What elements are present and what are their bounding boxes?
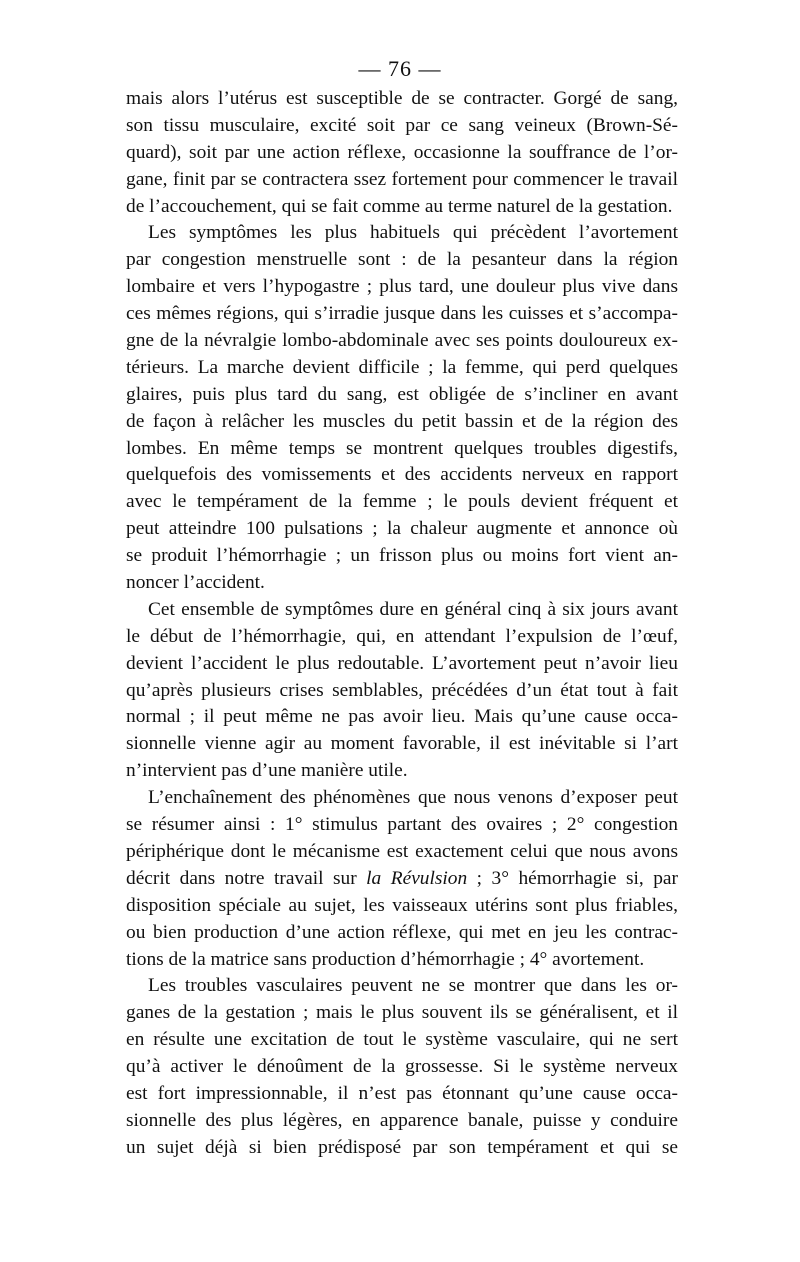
text-line: est fort impressionnable, il n’est pas étonnant qu’une cause occa-: [126, 1082, 678, 1104]
text-line: un sujet déjà si bien prédisposé par son tempérament et qui se: [126, 1136, 678, 1158]
text-line: noncer l’accident.: [126, 572, 265, 594]
text-line: Les troubles vasculaires peuvent ne se montrer que dans les or-: [148, 975, 678, 997]
text-line: disposition spéciale au sujet, les vaisseaux utérins sont plus friables,: [126, 894, 678, 916]
text-line: térieurs. La marche devient difficile ; la femme, qui perd quelques: [126, 356, 678, 378]
text-line: se produit l’hémorrhagie ; un frisson plus ou moins fort vient an-: [126, 545, 678, 567]
text-fragment: ; 3° hémorrhagie si, par: [467, 867, 678, 889]
text-line: Cet ensemble de symptômes dure en général cinq à six jours avant: [148, 598, 678, 620]
text-line: de l’accouchement, qui se fait comme au terme naturel de la gestation.: [126, 195, 673, 217]
text-line: Les symptômes les plus habituels qui précèdent l’avortement: [148, 222, 678, 244]
text-line: tions de la matrice sans production d’hémorrhagie ; 4° avortement.: [126, 948, 645, 970]
text-line-with-title: [126, 866, 678, 893]
text-line: normal ; il peut même ne pas avoir lieu. Mais qu’une cause occa-: [126, 706, 678, 728]
text-line: en résulte une excitation de tout le système vasculaire, qui ne sert: [126, 1029, 678, 1051]
text-line: gne de la névralgie lombo-abdominale avec ses points douloureux ex-: [126, 330, 678, 352]
text-line: qu’à activer le dénoûment de la grossesse. Si le système nerveux: [126, 1056, 678, 1078]
paragraph-5: [126, 973, 678, 1161]
text-line: sionnelle vienne agir au moment favorable, il est inévitable si l’art: [126, 733, 678, 755]
text-line: quelquefois des vomissements et des accidents nerveux en rapport: [126, 464, 678, 486]
work-title: la Révulsion: [366, 867, 468, 889]
text-fragment: décrit dans notre travail sur: [126, 867, 367, 889]
text-line: sionnelle des plus légères, en apparence banale, puisse y conduire: [126, 1109, 678, 1131]
text-line: de façon à relâcher les muscles du petit bassin et de la région des: [126, 410, 678, 432]
page-number: — 76 —: [358, 56, 442, 81]
text-line: ganes de la gestation ; mais le plus souvent ils se généralisent, et il: [126, 1002, 678, 1024]
text-line: le début de l’hémorrhagie, qui, en attendant l’expulsion de l’œuf,: [126, 625, 678, 647]
text-line: ces mêmes régions, qui s’irradie jusque dans les cuisses et s’accompa-: [126, 303, 678, 325]
paragraph-3: [126, 597, 678, 785]
text-line: avec le tempérament de la femme ; le pouls devient fréquent et: [126, 491, 678, 513]
text-line: par congestion menstruelle sont : de la pesanteur dans la région: [126, 249, 678, 271]
text-line: glaires, puis plus tard du sang, est obligée de s’incliner en avant: [126, 383, 678, 405]
text-line: L’enchaînement des phénomènes que nous venons d’exposer peut: [148, 787, 678, 809]
paragraph-2: [126, 220, 678, 596]
text-line: devient l’accident le plus redoutable. L’avortement peut n’avoir lieu: [126, 652, 678, 674]
paragraph-4: [126, 785, 678, 973]
text-line: son tissu musculaire, excité soit par ce sang veineux (Brown-Sé-: [126, 114, 678, 136]
text-line: qu’après plusieurs crises semblables, précédées d’un état tout à fait: [126, 679, 678, 701]
text-line: quard), soit par une action réflexe, occasionne la souffrance de l’or-: [126, 141, 678, 163]
text-line: mais alors l’utérus est susceptible de se contracter. Gorgé de sang,: [126, 88, 678, 109]
text-line: périphérique dont le mécanisme est exactement celui que nous avons: [126, 840, 678, 862]
text-line: peut atteindre 100 pulsations ; la chaleur augmente et annonce où: [126, 518, 678, 540]
text-line: lombaire et vers l’hypogastre ; plus tard, une douleur plus vive dans: [126, 276, 678, 298]
body-text: [126, 86, 678, 1162]
text-line: ou bien production d’une action réflexe, qui met en jeu les contrac-: [126, 921, 678, 943]
text-line: n’intervient pas d’une manière utile.: [126, 760, 408, 782]
text-line: se résumer ainsi : 1° stimulus partant des ovaires ; 2° congestion: [126, 814, 678, 836]
text-line: lombes. En même temps se montrent quelques troubles digestifs,: [126, 437, 678, 459]
paragraph-1: [126, 86, 678, 220]
text-line: gane, finit par se contractera ssez fortement pour commencer le travail: [126, 168, 678, 190]
